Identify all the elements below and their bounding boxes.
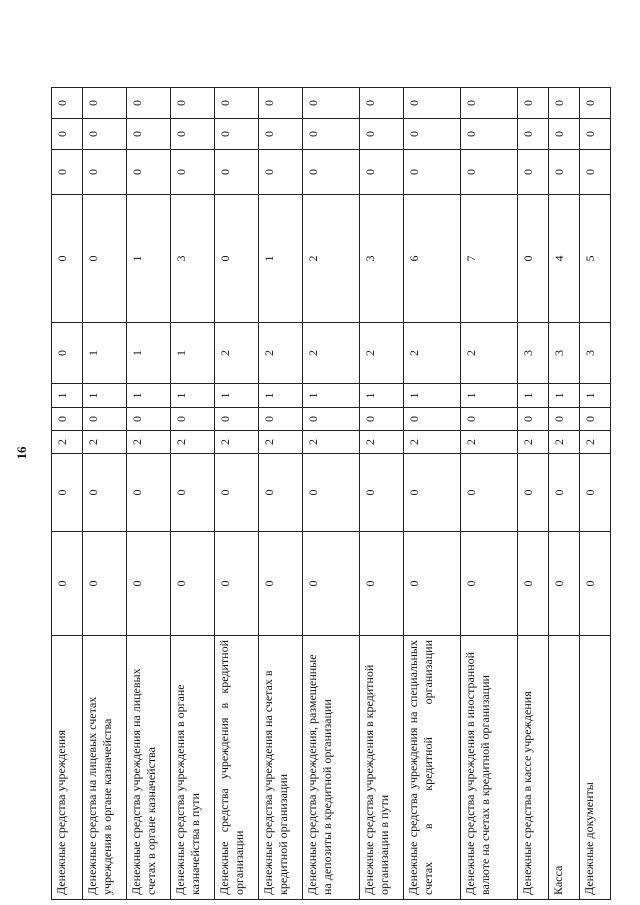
code-digit-cell: 2 (360, 323, 404, 384)
code-digit-cell: 2 (259, 431, 303, 454)
code-digit-cell: 2 (215, 323, 259, 384)
code-digit-cell: 0 (303, 408, 360, 431)
code-digit-cell: 0 (549, 454, 580, 532)
code-digit-cell: 0 (215, 150, 259, 195)
code-digit-cell: 0 (171, 150, 215, 195)
account-name-cell: Денежные средства учреждения в иностранной валюте на счетах в кредитной организации (461, 636, 518, 900)
code-digit-cell: 0 (461, 408, 518, 431)
code-digit-cell: 0 (549, 532, 580, 636)
account-name-cell: Денежные средства учреждения в кредитной организации (215, 636, 259, 900)
code-digit-cell: 0 (83, 150, 127, 195)
code-digit-cell: 1 (127, 323, 171, 384)
code-digit-cell: 0 (303, 119, 360, 150)
code-digit-cell: 0 (303, 532, 360, 636)
code-digit-cell: 0 (549, 88, 580, 119)
code-digit-cell: 1 (259, 195, 303, 323)
code-digit-cell: 0 (215, 408, 259, 431)
code-digit-cell: 0 (83, 195, 127, 323)
code-digit-cell: 2 (171, 431, 215, 454)
code-digit-cell: 0 (580, 532, 611, 636)
code-digit-cell: 0 (580, 88, 611, 119)
code-digit-cell: 6 (404, 195, 461, 323)
code-digit-cell: 0 (83, 408, 127, 431)
code-digit-cell: 0 (52, 323, 83, 384)
table-row (549, 88, 580, 900)
table-row (461, 88, 518, 900)
code-digit-cell: 0 (127, 88, 171, 119)
code-digit-cell: 0 (171, 454, 215, 532)
code-digit-cell: 1 (518, 384, 549, 408)
code-digit-cell: 0 (549, 408, 580, 431)
code-digit-cell: 0 (404, 150, 461, 195)
code-digit-cell: 0 (580, 408, 611, 431)
code-digit-cell: 0 (461, 88, 518, 119)
table-row (127, 88, 171, 900)
code-digit-cell: 0 (360, 119, 404, 150)
account-name-cell: Денежные средства учреждения на счетах в кредитной организации (259, 636, 303, 900)
code-digit-cell: 3 (518, 323, 549, 384)
code-digit-cell: 0 (360, 454, 404, 532)
code-digit-cell: 0 (549, 119, 580, 150)
code-digit-cell: 0 (303, 88, 360, 119)
code-digit-cell: 0 (127, 532, 171, 636)
code-digit-cell: 2 (461, 431, 518, 454)
account-name-cell: Денежные средства учреждения, размещенные на депозиты в кредитной организации (303, 636, 360, 900)
code-digit-cell: 0 (259, 88, 303, 119)
code-digit-cell: 3 (549, 323, 580, 384)
code-digit-cell: 0 (52, 532, 83, 636)
account-name-cell: Денежные средства учреждения (52, 636, 83, 900)
code-digit-cell: 1 (404, 384, 461, 408)
account-name-cell: Денежные средства учреждения на лицевых счетах в органе казначейства (127, 636, 171, 900)
code-digit-cell: 1 (127, 384, 171, 408)
code-digit-cell: 1 (259, 384, 303, 408)
code-digit-cell: 0 (83, 532, 127, 636)
page-number: 16 (14, 446, 29, 460)
code-digit-cell: 0 (518, 532, 549, 636)
code-digit-cell: 0 (83, 88, 127, 119)
code-digit-cell: 0 (259, 119, 303, 150)
code-digit-cell: 1 (171, 384, 215, 408)
code-digit-cell: 3 (360, 195, 404, 323)
code-digit-cell: 0 (360, 408, 404, 431)
code-digit-cell: 0 (518, 119, 549, 150)
code-digit-cell: 0 (461, 532, 518, 636)
code-digit-cell: 0 (404, 119, 461, 150)
code-digit-cell: 3 (171, 195, 215, 323)
code-digit-cell: 2 (52, 431, 83, 454)
account-name-cell: Денежные средства на лицевых счетах учреждения в органе казначейства (83, 636, 127, 900)
code-digit-cell: 3 (580, 323, 611, 384)
code-digit-cell: 0 (360, 150, 404, 195)
code-digit-cell: 2 (303, 323, 360, 384)
table-row (360, 88, 404, 900)
code-digit-cell: 0 (580, 150, 611, 195)
code-digit-cell: 2 (83, 431, 127, 454)
code-digit-cell: 0 (259, 408, 303, 431)
code-digit-cell: 2 (580, 431, 611, 454)
code-digit-cell: 1 (127, 195, 171, 323)
code-digit-cell: 0 (127, 150, 171, 195)
code-digit-cell: 0 (518, 454, 549, 532)
account-name-cell: Денежные документы (580, 636, 611, 900)
code-digit-cell: 0 (461, 454, 518, 532)
account-name-cell: Денежные средства в кассе учреждения (518, 636, 549, 900)
code-digit-cell: 0 (83, 119, 127, 150)
table-row (171, 88, 215, 900)
code-digit-cell: 0 (259, 454, 303, 532)
code-digit-cell: 0 (215, 532, 259, 636)
code-digit-cell: 0 (518, 88, 549, 119)
code-digit-cell: 2 (360, 431, 404, 454)
code-digit-cell: 0 (52, 195, 83, 323)
code-digit-cell: 0 (127, 119, 171, 150)
account-name-cell: Касса (549, 636, 580, 900)
code-digit-cell: 0 (52, 119, 83, 150)
table-row (303, 88, 360, 900)
code-digit-cell: 2 (404, 323, 461, 384)
code-digit-cell: 0 (215, 195, 259, 323)
table-row (215, 88, 259, 900)
table-row (83, 88, 127, 900)
code-digit-cell: 1 (52, 384, 83, 408)
code-digit-cell: 0 (404, 454, 461, 532)
code-digit-cell: 2 (461, 323, 518, 384)
code-digit-cell: 2 (259, 323, 303, 384)
code-digit-cell: 2 (215, 431, 259, 454)
code-digit-cell: 0 (83, 454, 127, 532)
code-digit-cell: 5 (580, 195, 611, 323)
code-digit-cell: 0 (303, 150, 360, 195)
code-digit-cell: 0 (360, 88, 404, 119)
code-digit-cell: 0 (461, 150, 518, 195)
code-digit-cell: 1 (303, 384, 360, 408)
code-digit-cell: 2 (303, 195, 360, 323)
code-digit-cell: 0 (171, 88, 215, 119)
code-digit-cell: 0 (549, 150, 580, 195)
code-digit-cell: 0 (404, 408, 461, 431)
account-name-cell: Денежные средства учреждения в кредитной организации в пути (360, 636, 404, 900)
table-row (404, 88, 461, 900)
code-digit-cell: 1 (215, 384, 259, 408)
code-digit-cell: 0 (404, 532, 461, 636)
code-digit-cell: 0 (404, 88, 461, 119)
code-digit-cell: 0 (518, 195, 549, 323)
table-row (518, 88, 549, 900)
code-digit-cell: 0 (52, 408, 83, 431)
code-digit-cell: 2 (303, 431, 360, 454)
table-row (580, 88, 611, 900)
code-digit-cell: 0 (215, 88, 259, 119)
code-digit-cell: 0 (360, 532, 404, 636)
accounts-table-body (52, 88, 611, 900)
code-digit-cell: 1 (83, 384, 127, 408)
code-digit-cell: 1 (549, 384, 580, 408)
code-digit-cell: 1 (171, 323, 215, 384)
table-container (51, 88, 597, 900)
table-row (52, 88, 83, 900)
code-digit-cell: 0 (259, 150, 303, 195)
code-digit-cell: 0 (580, 119, 611, 150)
code-digit-cell: 0 (461, 119, 518, 150)
code-digit-cell: 0 (303, 454, 360, 532)
code-digit-cell: 1 (360, 384, 404, 408)
code-digit-cell: 4 (549, 195, 580, 323)
code-digit-cell: 2 (127, 431, 171, 454)
code-digit-cell: 0 (127, 454, 171, 532)
code-digit-cell: 0 (518, 150, 549, 195)
code-digit-cell: 1 (83, 323, 127, 384)
code-digit-cell: 1 (461, 384, 518, 408)
code-digit-cell: 2 (518, 431, 549, 454)
code-digit-cell: 0 (171, 119, 215, 150)
code-digit-cell: 0 (215, 454, 259, 532)
code-digit-cell: 0 (259, 532, 303, 636)
code-digit-cell: 2 (404, 431, 461, 454)
code-digit-cell: 0 (580, 454, 611, 532)
code-digit-cell: 0 (127, 408, 171, 431)
code-digit-cell: 0 (171, 408, 215, 431)
code-digit-cell: 7 (461, 195, 518, 323)
code-digit-cell: 0 (52, 88, 83, 119)
code-digit-cell: 0 (52, 150, 83, 195)
code-digit-cell: 0 (52, 454, 83, 532)
code-digit-cell: 0 (215, 119, 259, 150)
account-name-cell: Денежные средства учреждения на специальных счетах в кредитной организации (404, 636, 461, 900)
code-digit-cell: 2 (549, 431, 580, 454)
rotated-table-frame (51, 88, 597, 900)
account-name-cell: Денежные средства учреждения в органе казначейства в пути (171, 636, 215, 900)
code-digit-cell: 0 (518, 408, 549, 431)
code-digit-cell: 1 (580, 384, 611, 408)
accounts-table (51, 87, 611, 900)
table-row (259, 88, 303, 900)
code-digit-cell: 0 (171, 532, 215, 636)
